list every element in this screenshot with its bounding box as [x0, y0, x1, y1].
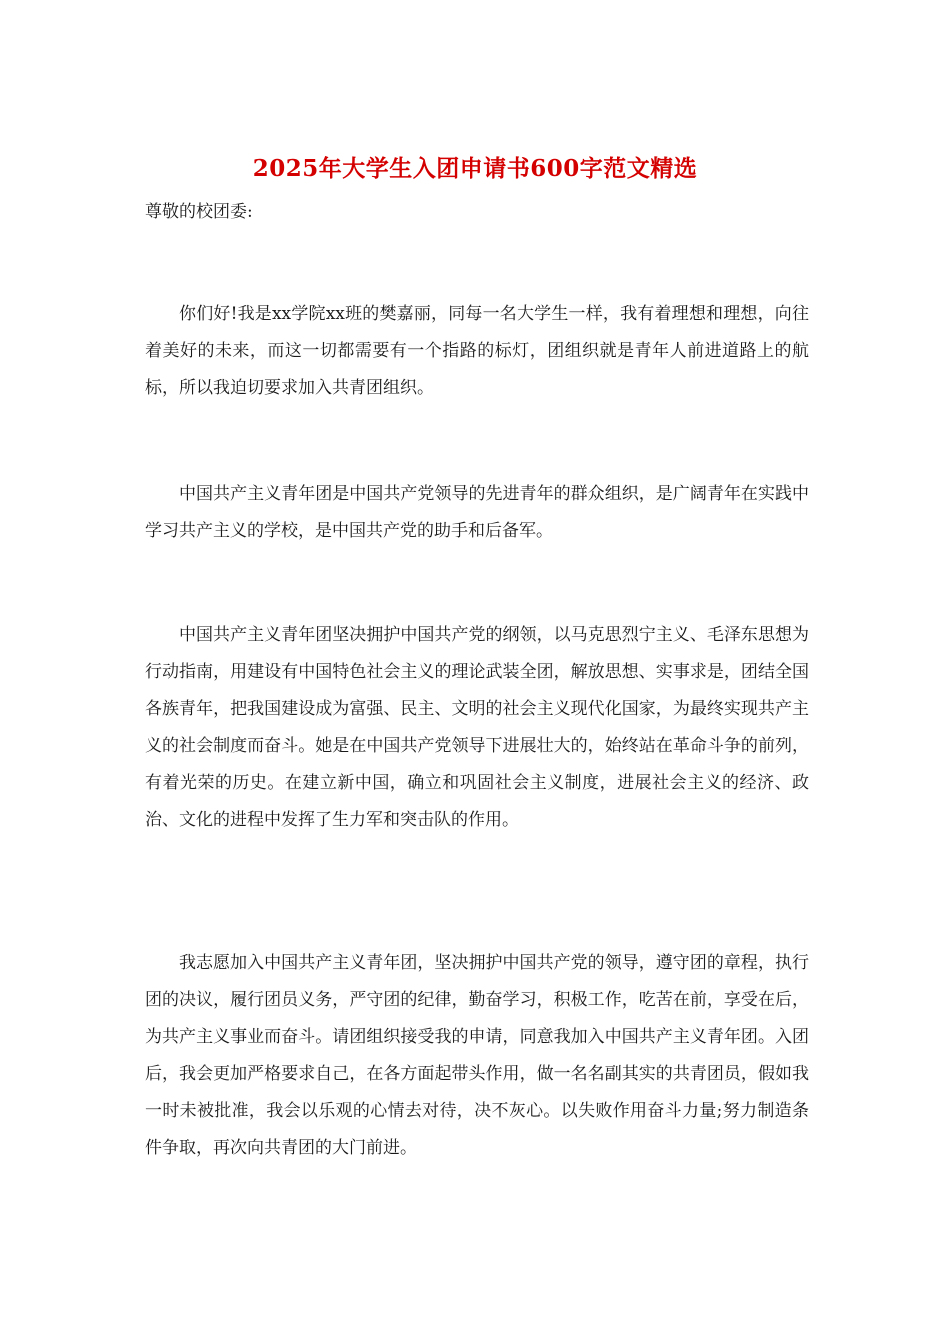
paragraph-3: 中国共产主义青年团坚决拥护中国共产党的纲领，以马克思烈宁主义、毛泽东思想为行动指南，用建设有中国特色社会主义的理论武装全团，解放思想、实事求是，团结全国各族青年，把我国建设成为富强、民主、文明的社会主义现代化国家，为最终实现共产主义的社会制度而奋斗。她是在中国共产党领导下进展壮大的，始终站在革命斗争的前列，有着光荣的历史。在建立新中国，确立和巩固社会主义制度，进展社会主义的经济、政治、文化的进程中发挥了生力军和突击队的作用。: [145, 625, 809, 830]
paragraph-1: 你们好!我是xx学院xx班的樊嘉丽，同每一名大学生一样，我有着理想和理想，向往着美好的未来，而这一切都需要有一个指路的标灯，团组织就是青年人前进道路上的航标，所以我迫切要求加入共青团组织。: [145, 304, 809, 398]
paragraph-2: 中国共产主义青年团是中国共产党领导的先进青年的群众组织，是广阔青年在实践中学习共产主义的学校，是中国共产党的助手和后备军。: [145, 484, 809, 541]
salutation: 尊敬的校团委:: [145, 202, 253, 222]
paragraph-4: 我志愿加入中国共产主义青年团，坚决拥护中国共产党的领导，遵守团的章程，执行团的决议，履行团员义务，严守团的纪律，勤奋学习，积极工作，吃苦在前，享受在后，为共产主义事业而奋斗。请团组织接受我的申请，同意我加入中国共产主义青年团。入团后，我会更加严格要求自己，在各方面起带头作用，做一名名副其实的共青团员，假如我一时未被批准，我会以乐观的心情去对待，决不灰心。以失败作用奋斗力量;努力制造条件争取，再次向共青团的大门前进。: [145, 953, 809, 1158]
document-title: 2025年大学生入团申请书600字范文精选: [252, 155, 698, 182]
